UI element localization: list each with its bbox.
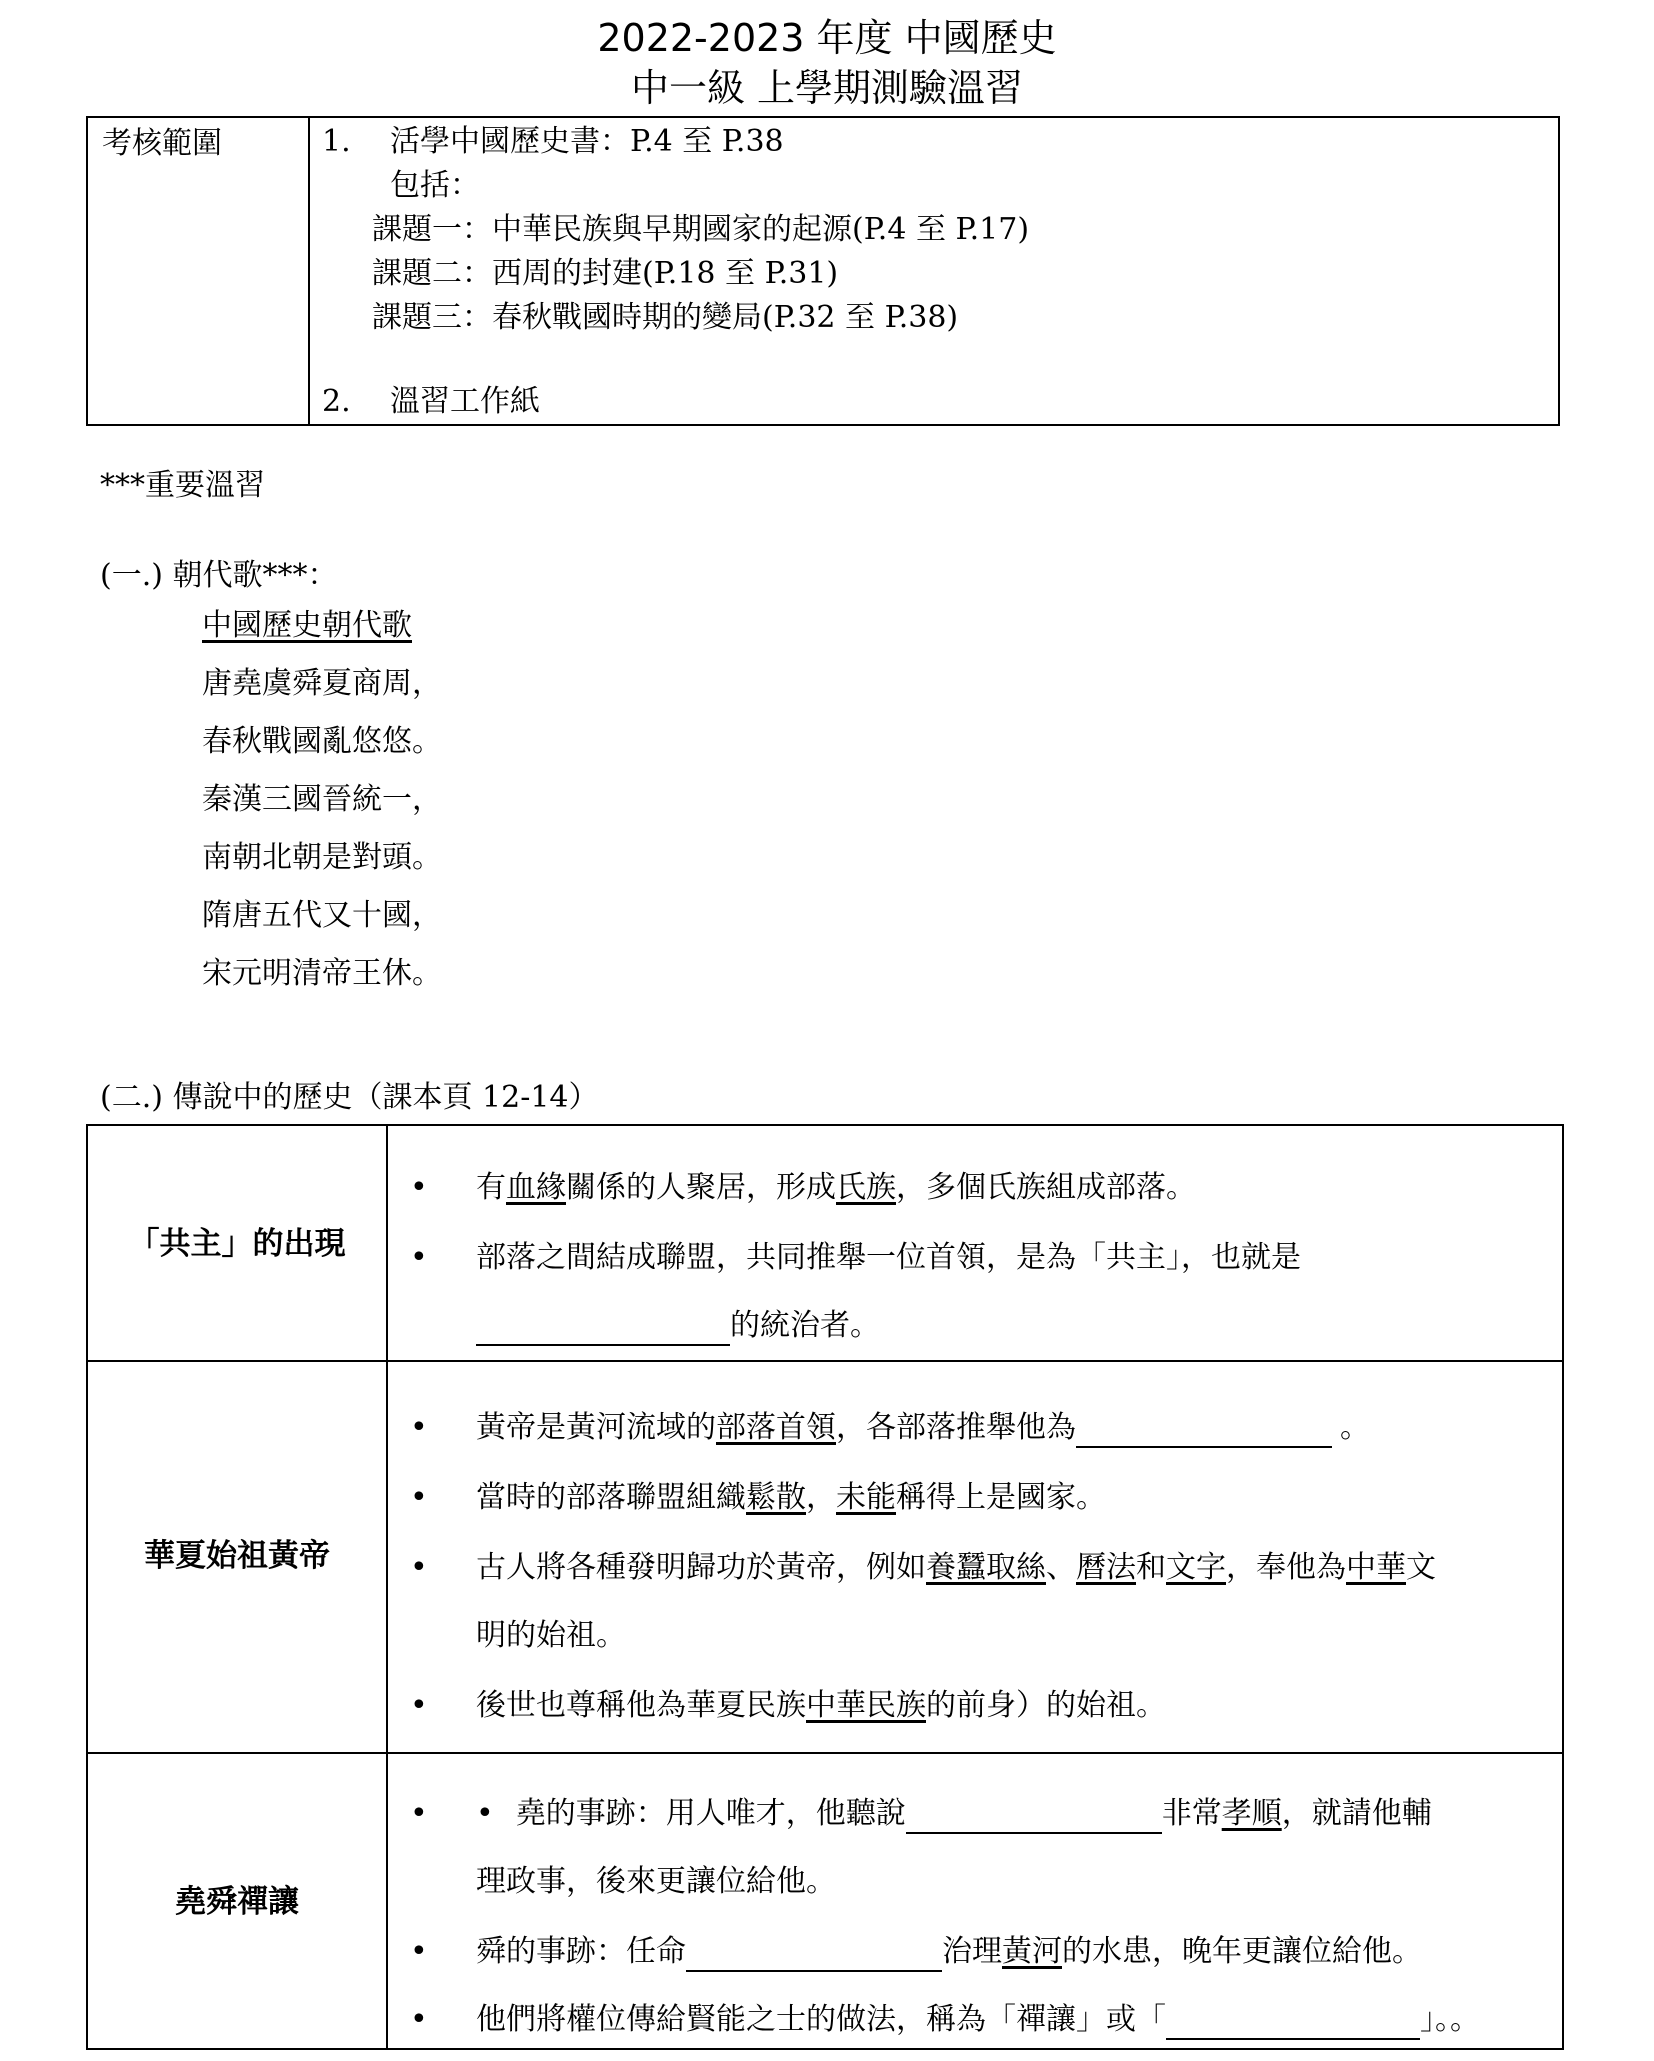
bullet-icon: • [410, 1170, 428, 1205]
bullet-icon: • [410, 1240, 428, 1275]
row2-bullet4: 後世也尊稱他為華夏民族中華民族的前身）的始祖。 [476, 1688, 1166, 1723]
scope-include-label: 包括： [390, 168, 480, 203]
underlined-term: 孝順 [1221, 1796, 1282, 1831]
row2-bullet3: 古人將各種發明歸功於黃帝，例如養蠶取絲、曆法和文字，奉他為中華文 [476, 1550, 1436, 1585]
scope-item2-number: 2. [322, 384, 351, 419]
scope-item1-text: 活學中國歷史書：P.4 至 P.38 [390, 124, 784, 159]
fill-in-blank[interactable] [1166, 2004, 1420, 2040]
row1-bullet2: 部落之間結成聯盟，共同推舉一位首領，是為「共主」，也就是 [476, 1240, 1301, 1275]
bullet-icon: • [410, 1410, 428, 1445]
scope-topic1: 課題一：中華民族與早期國家的起源(P.4 至 P.17) [372, 212, 1030, 247]
legend-row-divider [88, 1360, 1562, 1362]
bullet-icon: • [410, 1550, 428, 1585]
song-line: 春秋戰國亂悠悠。 [202, 724, 442, 759]
underlined-term: 養蠶取絲 [926, 1550, 1046, 1585]
underlined-term: 氏族 [836, 1170, 896, 1205]
scope-divider [308, 118, 310, 424]
page-title: 2022-2023 年度 中國歷史 [597, 16, 1057, 60]
row-label-gongzhu: 「共主」的出現 [128, 1226, 346, 1262]
bullet-icon: • [410, 1796, 428, 1831]
row3-bullet1: • 堯的事跡：用人唯才，他聽說 非常孝順，就請他輔 [476, 1794, 1432, 1834]
row3-bullet2: 舜的事跡：任命 治理黃河的水患，晚年更讓位給他。 [476, 1932, 1422, 1972]
underlined-term: 曆法 [1076, 1550, 1136, 1585]
song-line: 隋唐五代又十國， [202, 898, 442, 933]
fill-in-blank[interactable] [686, 1936, 942, 1972]
underlined-term: 中華 [1346, 1550, 1406, 1585]
row1-bullet2-line2: 的統治者。 [476, 1306, 880, 1346]
legend-row-divider [88, 1752, 1562, 1754]
bullet-icon: • [410, 2002, 428, 2037]
row-label-huangdi: 華夏始祖黃帝 [144, 1538, 330, 1574]
scope-table [86, 116, 1560, 426]
song-line: 秦漢三國晉統一， [202, 782, 442, 817]
row-label-chanrang: 堯舜禪讓 [175, 1884, 299, 1920]
section1-heading: (一.) 朝代歌***： [100, 558, 338, 593]
underlined-term: 文字 [1166, 1550, 1226, 1585]
bullet-icon: • [410, 1934, 428, 1969]
row2-bullet3-line2: 明的始祖。 [476, 1618, 626, 1653]
underlined-term: 未能 [836, 1480, 896, 1515]
scope-item2-text: 溫習工作紙 [390, 384, 540, 419]
scope-topic2: 課題二：西周的封建(P.18 至 P.31) [372, 256, 839, 291]
underlined-term: 血緣 [506, 1170, 566, 1205]
underlined-term: 鬆散 [746, 1480, 806, 1515]
bullet-icon: • [410, 1688, 428, 1723]
scope-topic3: 課題三：春秋戰國時期的變局(P.32 至 P.38) [372, 300, 959, 335]
underlined-term: 部落首領 [716, 1410, 836, 1445]
song-line: 宋元明清帝王休。 [202, 956, 442, 991]
page-subtitle: 中一級 上學期測驗溫習 [630, 66, 1024, 110]
row3-bullet3: 他們將權位傳給賢能之士的做法，稱為「禪讓」或「 」。。 [476, 2000, 1480, 2040]
fill-in-blank[interactable] [476, 1310, 730, 1346]
scope-item1-number: 1. [322, 124, 351, 159]
song-line: 南朝北朝是對頭。 [202, 840, 442, 875]
scope-label: 考核範圍 [102, 126, 222, 161]
underlined-term: 中華民族 [806, 1688, 926, 1723]
section2-heading: (二.) 傳說中的歷史（課本頁 12-14） [100, 1080, 599, 1115]
row3-bullet1-line2: 理政事，後來更讓位給他。 [476, 1864, 836, 1899]
legend-column-divider [386, 1126, 388, 2048]
fill-in-blank[interactable] [906, 1798, 1162, 1834]
row2-bullet1: 黃帝是黃河流域的部落首領，各部落推舉他為 。 [476, 1408, 1370, 1448]
underlined-term: 黃河 [1002, 1934, 1062, 1969]
fill-in-blank[interactable] [1076, 1412, 1332, 1448]
row1-bullet1: 有血緣關係的人聚居，形成氏族，多個氏族組成部落。 [476, 1170, 1196, 1205]
legend-table [86, 1124, 1564, 2050]
important-note: ***重要溫習 [100, 468, 265, 503]
inner-bullet-icon: • [476, 1796, 494, 1831]
song-line: 唐堯虞舜夏商周， [202, 666, 442, 701]
row2-bullet2: 當時的部落聯盟組織鬆散，未能稱得上是國家。 [476, 1480, 1106, 1515]
bullet-icon: • [410, 1480, 428, 1515]
song-title: 中國歷史朝代歌 [202, 608, 412, 643]
